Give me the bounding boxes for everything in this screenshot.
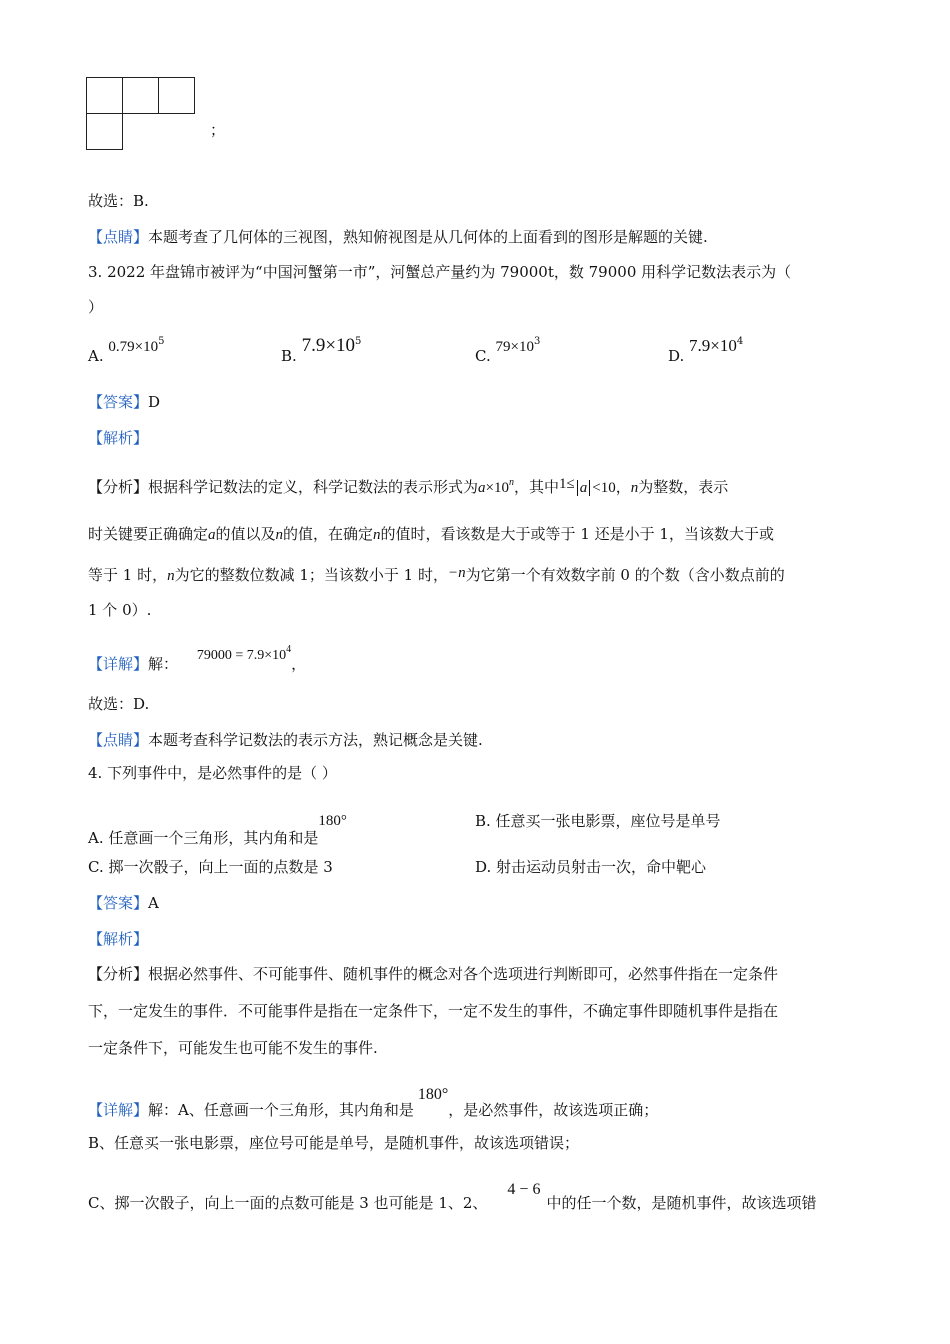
option-label: D. — [668, 347, 685, 365]
fenxi-text: 的值时，看该数是大于或等于 1 还是小于 1，当该数大于或 — [380, 525, 774, 543]
grid-cell — [86, 77, 123, 114]
detail-post: ， — [291, 655, 307, 673]
math-range-a: a — [577, 480, 591, 496]
detail-math: 4 − 6 — [507, 1181, 541, 1198]
q3-choice: 故选：D. — [88, 695, 150, 713]
detail-text: ，是必然事件，故该选项正确； — [448, 1101, 659, 1119]
answer-value: D — [148, 393, 161, 411]
option-times: ×10 — [134, 339, 159, 355]
detail-equation — [197, 646, 291, 666]
grid-cell — [122, 77, 159, 114]
q3-stem-line2: ） — [88, 298, 104, 316]
option-times: ×10 — [325, 335, 356, 356]
q4-stem: 4. 下列事件中，是必然事件的是（ ） — [88, 764, 337, 782]
option-label: C. — [475, 347, 491, 365]
detail-math: 180° — [417, 1086, 449, 1103]
q3-option-c — [475, 336, 540, 366]
q3-fenxi-line1 — [88, 474, 728, 498]
option-exp: 4 — [736, 336, 744, 347]
answer-label: 【答案】 — [88, 894, 149, 912]
math-range-lo: 1≤ — [559, 476, 575, 492]
q3-answer — [88, 392, 160, 412]
q3-stem-line1: 3. 2022 年盘锦市被评为“中国河蟹第一市”，河蟹总产量约为 79000t，数 79000 用科学记数法表示为（ — [88, 263, 792, 281]
math-n: n — [167, 568, 175, 584]
grid-cell — [86, 113, 123, 150]
equation-exp: 4 — [286, 644, 292, 655]
q4-option-a — [88, 811, 347, 848]
fenxi-label: 【分析】 — [88, 478, 149, 496]
option-label: A. — [88, 347, 104, 365]
q4-fenxi-line2: 下，一定发生的事件．不可能事件是指在一定条件下，一定不发生的事件，不确定事件即随机事件是指在 — [88, 1002, 779, 1020]
option-exp: 3 — [533, 336, 541, 347]
fenxi-text: 时关键要正确确定 — [88, 525, 209, 543]
option-text: A. 任意画一个三角形，其内角和是 — [88, 829, 319, 847]
q3-fenxi-line2 — [88, 524, 774, 545]
detail-label: 【详解】 — [88, 655, 149, 673]
q3-detail — [88, 646, 306, 674]
math-range-hi: <10 — [592, 480, 616, 496]
math-n: n — [630, 480, 639, 496]
fenxi-text: ， — [615, 478, 631, 496]
q3-option-d — [668, 336, 743, 366]
option-exp: 5 — [355, 336, 362, 347]
q4-option-c: C. 掷一次骰子，向上一面的点数是 3 — [88, 858, 333, 876]
q3-fenxi-line4: 1 个 0）. — [88, 601, 152, 619]
fenxi-text: 为它的整数位数减 1；当该数小于 1 时， — [174, 566, 448, 584]
answer-label: 【答案】 — [88, 393, 149, 411]
option-mantissa: 7.9 — [301, 335, 326, 356]
math-times: ×10 — [485, 480, 509, 496]
q4-detail-b: B、任意买一张电影票，座位号可能是单号，是随机事件，故该选项错误； — [88, 1134, 580, 1152]
option-math: 180° — [318, 813, 347, 829]
fenxi-text: 为整数，表示 — [638, 478, 729, 496]
q4-analysis-label: 【解析】 — [88, 930, 149, 948]
option-times: ×10 — [510, 339, 534, 355]
fenxi-text: ，其中 — [514, 478, 560, 496]
fenxi-text: 的值，在确定 — [283, 525, 374, 543]
fenxi-text: 根据必然事件、不可能事件、随机事件的概念对各个选项进行判断即可，必然事件指在一定条件 — [148, 965, 779, 983]
equation-text: 79000 = 7.9×10 — [196, 648, 287, 663]
math-neg-n: −n — [448, 565, 466, 581]
fenxi-text: 等于 1 时， — [88, 566, 168, 584]
q3-analysis-label: 【解析】 — [88, 429, 149, 447]
detail-text: 解：A、任意画一个三角形，其内角和是 — [148, 1101, 414, 1119]
detail-pre: 解： — [148, 655, 179, 673]
q4-detail-a — [88, 1085, 658, 1120]
q4-fenxi-line3: 一定条件下，可能发生也可能不发生的事件. — [88, 1039, 378, 1057]
fenxi-label: 【分析】 — [88, 965, 149, 983]
option-exp: 5 — [158, 336, 165, 347]
q3-fenxi-line3 — [88, 563, 785, 586]
fenxi-text: 的值以及 — [215, 525, 276, 543]
math-a: a — [208, 527, 216, 543]
grid-cell — [158, 77, 195, 114]
detail-label: 【详解】 — [88, 1101, 149, 1119]
tip-text: 本题考查了几何体的三视图，熟知俯视图是从几何体的上面看到的图形是解题的关键. — [148, 228, 708, 246]
q4-answer — [88, 893, 159, 913]
q3-option-a — [88, 336, 164, 366]
math-n: n — [275, 527, 284, 543]
q4-fenxi-line1 — [88, 964, 778, 984]
figure-semicolon: ； — [210, 121, 226, 139]
q2-tip — [88, 227, 708, 247]
option-mantissa: 79 — [495, 339, 511, 355]
math-a: a — [478, 480, 486, 496]
q4-option-b: B. 任意买一张电影票，座位号是单号 — [475, 812, 721, 830]
tip-label: 【点睛】 — [88, 228, 149, 246]
tip-text: 本题考查科学记数法的表示方法，熟记概念是关键. — [148, 731, 483, 749]
q2-choice: 故选：B. — [88, 192, 149, 210]
fenxi-text: 根据科学记数法的定义，科学记数法的表示形式为 — [148, 478, 479, 496]
detail-text: 中的任一个数，是随机事件，故该选项错 — [546, 1194, 817, 1212]
option-mantissa: 7.9 — [689, 336, 711, 355]
q4-option-d: D. 射击运动员射击一次，命中靶心 — [475, 858, 707, 876]
q3-tip — [88, 730, 483, 750]
option-times: ×10 — [710, 336, 737, 355]
tip-label: 【点睛】 — [88, 731, 149, 749]
math-n: n — [509, 477, 514, 488]
answer-value: A — [148, 894, 159, 912]
q4-detail-c — [88, 1180, 816, 1213]
option-label: B. — [281, 347, 297, 365]
math-n: n — [373, 527, 381, 543]
q3-option-b — [281, 336, 361, 366]
option-mantissa: 0.79 — [108, 339, 135, 355]
detail-text: C、掷一次骰子，向上一面的点数可能是 3 也可能是 1、2、 — [88, 1194, 488, 1212]
fenxi-text: 为它第一个有效数字前 0 的个数（含小数点前的 — [465, 566, 785, 584]
